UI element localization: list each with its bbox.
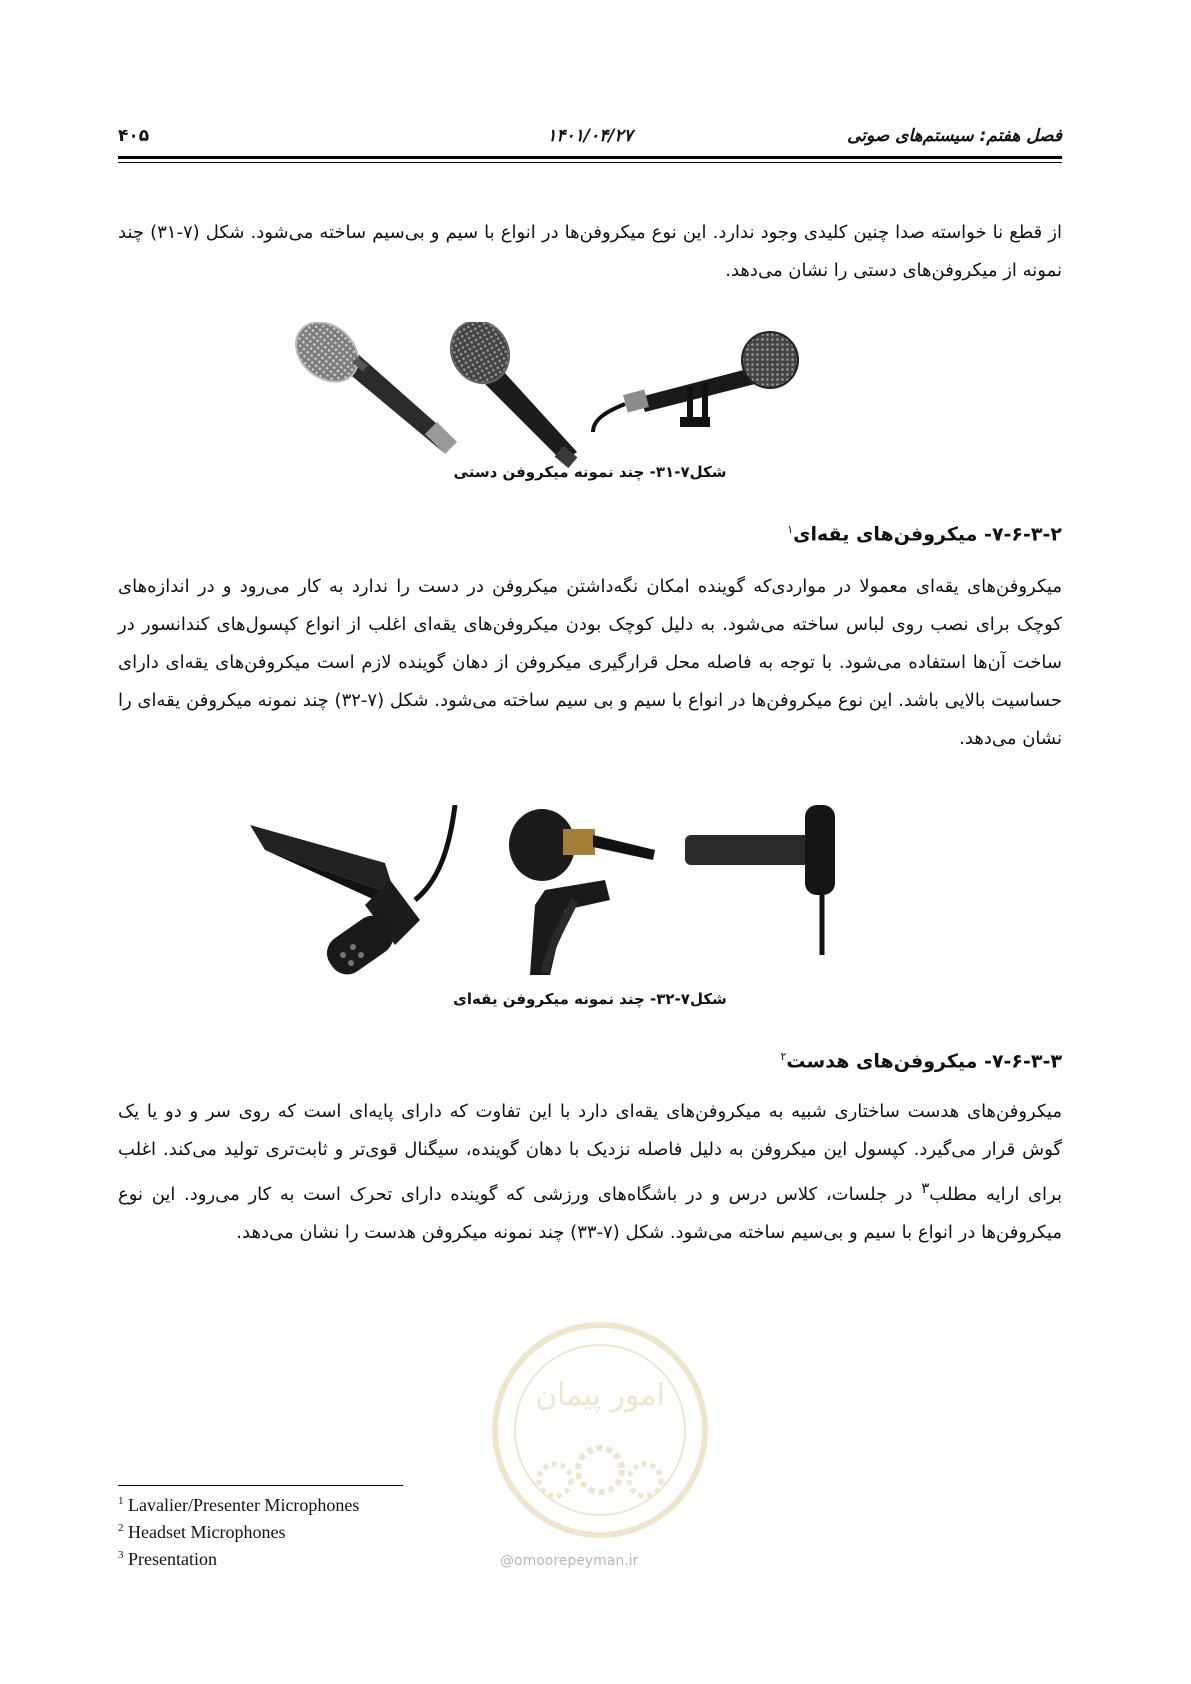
footnote-text: Lavalier/Presenter Microphones <box>128 1495 360 1515</box>
paragraph-intro: از قطع نا خواسته صدا چنین کلیدی وجود ندارد. این نوع میکروفن‌ها در انواع با سیم و بی‌سیم ساخته می‌شود. شکل (۷-۳۱) چند نمونه از میکروفن‌های دستی را نشان می‌دهد. <box>118 222 1062 281</box>
handheld-mic-3 <box>593 332 798 432</box>
watermark-url: @omoorepeyman.ir <box>500 1553 639 1569</box>
section-heading-lavalier-text: ۷-۶-۳-۲- میکروفن‌های یقه‌ای <box>793 523 1062 546</box>
footnote-item <box>118 1490 359 1517</box>
handheld-mic-2 <box>440 322 578 468</box>
handheld-mic-1 <box>295 322 457 454</box>
footnote-item <box>118 1517 359 1544</box>
footnote-number: 1 <box>118 1495 124 1507</box>
paragraph-headset-part2: در جلسات، کلاس درس و در باشگاه‌های ورزشی که گوینده دارای تحرک است به کار می‌رود. این نوع میکروفن‌ها در انواع با سیم و بی‌سیم ساخته می‌شود. شکل (۷-۳۳) چند نمونه میکروفن هدست را نشان می‌دهد. <box>118 1184 1062 1243</box>
paragraph-headset <box>118 1093 1062 1252</box>
lavalier-mic-1 <box>250 805 455 981</box>
footnote-text: Presentation <box>128 1549 217 1569</box>
section-heading-lavalier <box>787 523 1062 545</box>
figure-32-caption: شکل۷-۳۲- چند نمونه میکروفن یقه‌ای <box>453 990 727 1008</box>
lavalier-mic-3 <box>685 805 835 955</box>
footnote-ref-2: ۲ <box>780 1050 787 1063</box>
footnotes <box>118 1490 359 1571</box>
header-date: ۱۴۰۱/۰۴/۲۷ <box>547 126 633 146</box>
section-heading-headset <box>781 1050 1063 1072</box>
footnote-ref-1: ۱ <box>787 523 794 536</box>
footnote-separator <box>118 1485 403 1486</box>
lavalier-mic-2 <box>509 809 655 975</box>
page-header <box>118 126 1062 156</box>
header-rule-thin <box>118 162 1062 163</box>
header-rule-thick <box>118 156 1062 159</box>
figure-lavalier-microphones <box>245 805 915 985</box>
watermark-logo-text: امور پیمان <box>535 1378 665 1413</box>
paragraph-headset-part1: میکروفن‌های هدست ساختاری شبیه به میکروفن‌های یقه‌ای دارد با این تفاوت که دارای پایه‌ای است که روی سر و دو یا یک گوش قرار می‌گیرد. کپسول این میکروفن به دلیل فاصله نزدیک با دهان گوینده، سیگنال قوی‌تر و ثابت‌تری تولید می‌کند. اغلب برای ارایه مطلب <box>118 1101 1062 1205</box>
footnote-ref-3: ۳ <box>921 1179 930 1197</box>
section-heading-headset-text: ۷-۶-۳-۳- میکروفن‌های هدست <box>786 1050 1062 1073</box>
footnote-number: 3 <box>118 1549 124 1561</box>
page-number: ۴۰۵ <box>118 126 150 146</box>
footnote-item <box>118 1544 359 1571</box>
paragraph-lavalier: میکروفن‌های یقه‌ای معمولا در مواردی‌که گوینده امکان نگه‌داشتن میکروفن در دست را ندارد به کار می‌رود و در اندازه‌های کوچک برای نصب روی لباس ساخته می‌شود. به دلیل کوچک بودن میکروفن‌های یقه‌ای اغلب از انواع کپسول‌های کندانسور در ساخت آن‌ها استفاده می‌شود. با توجه به فاصله محل قرارگیری میکروفن از دهان گوینده لازم است میکروفن‌های یقه‌ای دارای حساسیت بالایی باشد. این نوع میکروفن‌ها در انواع با سیم و بی سیم ساخته می‌شود. شکل (۷-۳۲) چند نمونه میکروفن یقه‌ای را نشان می‌دهد. <box>118 576 1062 749</box>
watermark-logo <box>480 1310 720 1580</box>
figure-31-caption: شکل۷-۳۱- چند نمونه میکروفن دستی <box>453 463 727 481</box>
chapter-title: فصل هفتم: سیستم‌های صوتی <box>847 126 1062 146</box>
footnote-text: Headset Microphones <box>128 1522 286 1542</box>
footnote-number: 2 <box>118 1522 124 1534</box>
figure-handheld-microphones <box>295 322 865 482</box>
